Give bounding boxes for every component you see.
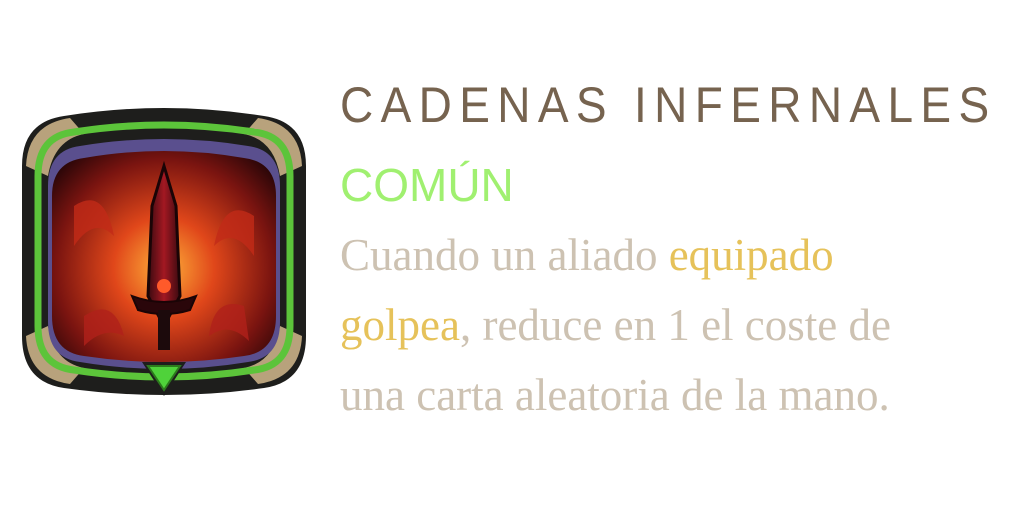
description-line-1 [340,220,1020,290]
card-description [340,220,1020,430]
card-info [340,77,1020,430]
description-text: Cuando un aliado [340,230,669,280]
card-title: CADENAS INFERNALES [340,77,997,133]
keyword-golpea: golpea [340,300,460,350]
keyword-equipado: equipado [668,230,834,280]
card-rarity: COMÚN [340,159,514,211]
card-icon-frame[interactable] [14,96,314,406]
description-text: , reduce en 1 el coste de [459,300,891,350]
infernal-sword-icon [14,96,314,406]
description-line-2 [340,290,1020,360]
description-line-3: una carta aleatoria de la mano. [340,370,890,420]
